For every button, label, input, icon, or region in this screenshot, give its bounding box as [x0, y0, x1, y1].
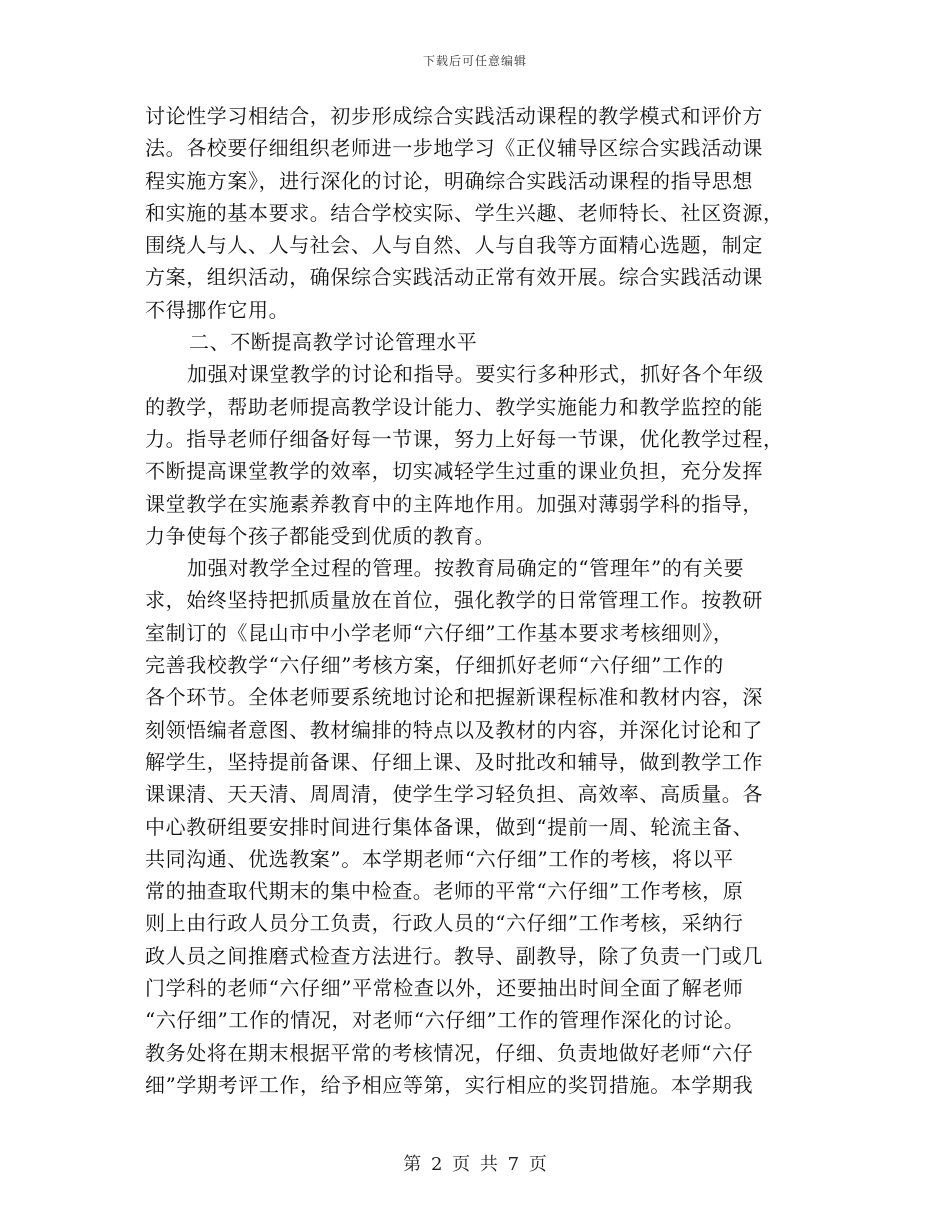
paragraph-first-line: 加强对课堂教学的讨论和指导。要实行多种形式，抓好各个年级	[187, 362, 764, 387]
paragraph-first-line: 加强对教学全过程的管理。按教育局确定的“管理年”的有关要	[187, 556, 745, 581]
text-line: 政人员之间推磨式检查方法进行。教导、副教导，除了负责一门或几	[145, 943, 763, 968]
text-line: 求，始终坚持把抓质量放在首位，强化教学的日常管理工作。按教研	[145, 588, 763, 613]
text-line: 课堂教学在实施素养教育中的主阵地作用。加强对薄弱学科的指导，	[145, 491, 763, 516]
text-line: 解学生，坚持提前备课、仔细上课、及时批改和辅导，做到教学工作	[145, 749, 763, 774]
text-line: 方案，组织活动，确保综合实践活动正常有效开展。综合实践活动课	[145, 265, 763, 290]
text-line: 教务处将在期末根据平常的考核情况，仔细、负责地做好老师“六仔	[145, 1040, 754, 1065]
page-header: 下载后可任意编辑	[422, 54, 527, 68]
text-line: 力。指导老师仔细备好每一节课，努力上好每一节课，优化教学过程，	[145, 426, 784, 451]
text-line: 讨论性学习相结合，初步形成综合实践活动课程的教学模式和评价方	[145, 104, 763, 128]
text-line: 则上由行政人员分工负责，行政人员的“六仔细”工作考核，采纳行	[145, 911, 744, 936]
text-line: 围绕人与人、人与社会、人与自然、人与自我等方面精心选题，制定	[145, 233, 763, 258]
text-line: 室制订的《昆山市中小学老师“六仔细”工作基本要求考核细则》，	[145, 620, 734, 645]
text-line: 各个环节。全体老师要系统地讨论和把握新课程标准和教材内容，深	[145, 685, 763, 710]
text-line: 中心教研组要安排时间进行集体备课，做到“提前一周、轮流主备、	[145, 814, 754, 839]
section-heading: 二、不断提高教学讨论管理水平	[189, 330, 478, 355]
text-line: 门学科的老师“六仔细”平常检查以外，还要抽出时间全面了解老师	[145, 976, 744, 1001]
page-number: 第 2 页 共 7 页	[403, 1154, 547, 1175]
text-line: 不断提高课堂教学的效率，切实减轻学生过重的课业负担，充分发挥	[145, 459, 763, 484]
text-line: 的教学，帮助老师提高教学设计能力、教学实施能力和教学监控的能	[145, 394, 763, 419]
text-line: 常的抽查取代期末的集中检查。老师的平常“六仔细”工作考核，原	[145, 879, 744, 904]
text-line: 刻领悟编者意图、教材编排的特点以及教材的内容，并深化讨论和了	[145, 717, 763, 742]
text-line: 不得挪作它用。	[145, 297, 290, 322]
text-line: 和实施的基本要求。结合学校实际、学生兴趣、老师特长、社区资源，	[145, 200, 784, 225]
text-line: 力争使每个孩子都能受到优质的教育。	[145, 523, 496, 548]
text-line: 完善我校教学“六仔细”考核方案，仔细抓好老师“六仔细”工作的	[145, 653, 724, 678]
text-line: “六仔细”工作的情况，对老师“六仔细”工作的管理作深化的讨论。	[145, 1008, 745, 1033]
text-line: 细”学期考评工作，给予相应等第，实行相应的奖罚措施。本学期我	[145, 1072, 754, 1097]
text-line: 课课清、天天清、周周清，使学生学习轻负担、高效率、高质量。各	[145, 782, 763, 807]
document-body	[145, 100, 805, 1101]
text-line: 法。各校要仔细组织老师进一步地学习《正仪辅导区综合实践活动课	[145, 136, 763, 161]
text-line: 程实施方案》，进行深化的讨论，明确综合实践活动课程的指导思想	[145, 168, 753, 193]
text-line: 共同沟通、优选教案”。本学期老师“六仔细”工作的考核，将以平	[145, 846, 734, 871]
